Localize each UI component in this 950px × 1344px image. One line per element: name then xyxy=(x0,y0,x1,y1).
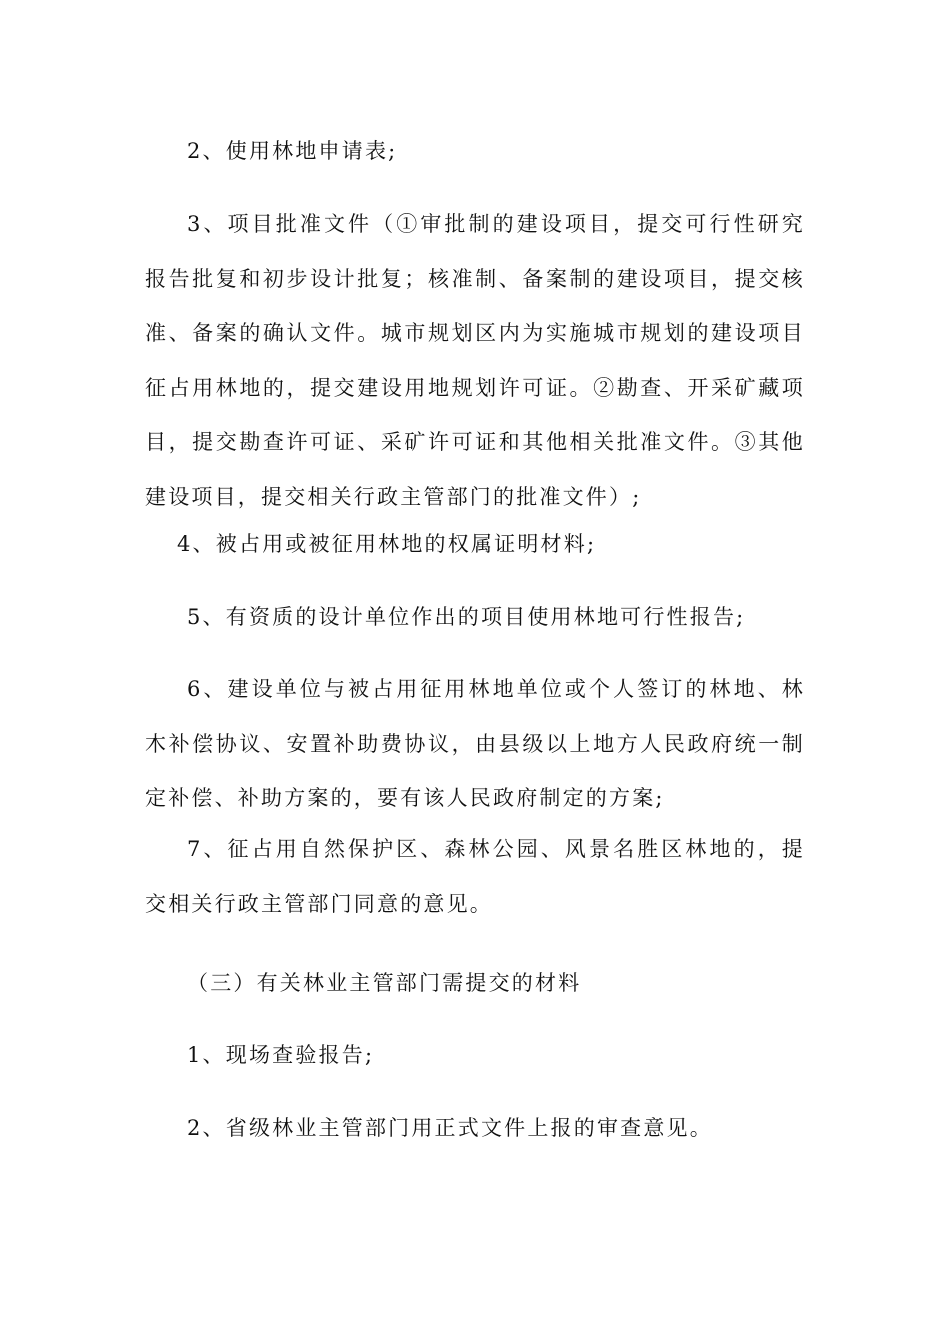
section-heading-forestry-materials: （三）有关林业主管部门需提交的材料 xyxy=(187,971,582,995)
paragraph-ownership-proof: 4、被占用或被征用林地的权属证明材料; xyxy=(177,532,597,556)
paragraph-provincial-review: 2、省级林业主管部门用正式文件上报的审查意见。 xyxy=(187,1116,713,1140)
paragraph-compensation-agreement: 6、建设单位与被占用征用林地单位或个人签订的林地、林木补偿协议、安置补助费协议，由县级以上地方人民政府统一制定补偿、补助方案的，要有该人民政府制定的方案; xyxy=(145,677,805,810)
paragraph-protected-area: 7、征占用自然保护区、森林公园、风景名胜区林地的，提交相关行政主管部门同意的意见。 xyxy=(145,837,805,916)
paragraph-inspection-report: 1、现场查验报告; xyxy=(187,1043,375,1067)
paragraph-feasibility-report: 5、有资质的设计单位作出的项目使用林地可行性报告; xyxy=(187,605,746,629)
paragraph-application-form: 2、使用林地申请表; xyxy=(187,139,398,163)
paragraph-project-approval: 3、项目批准文件（①审批制的建设项目，提交可行性研究报告批复和初步设计批复；核准制、备案制的建设项目，提交核准、备案的确认文件。城市规划区内为实施城市规划的建设项目征占用林地的，提交建设用地规划许可证。②勘查、开采矿藏项目，提交勘查许可证、采矿许可证和其他相关批准文件。③其他建设项目，提交相关行政主管部门的批准文件）; xyxy=(145,212,805,509)
